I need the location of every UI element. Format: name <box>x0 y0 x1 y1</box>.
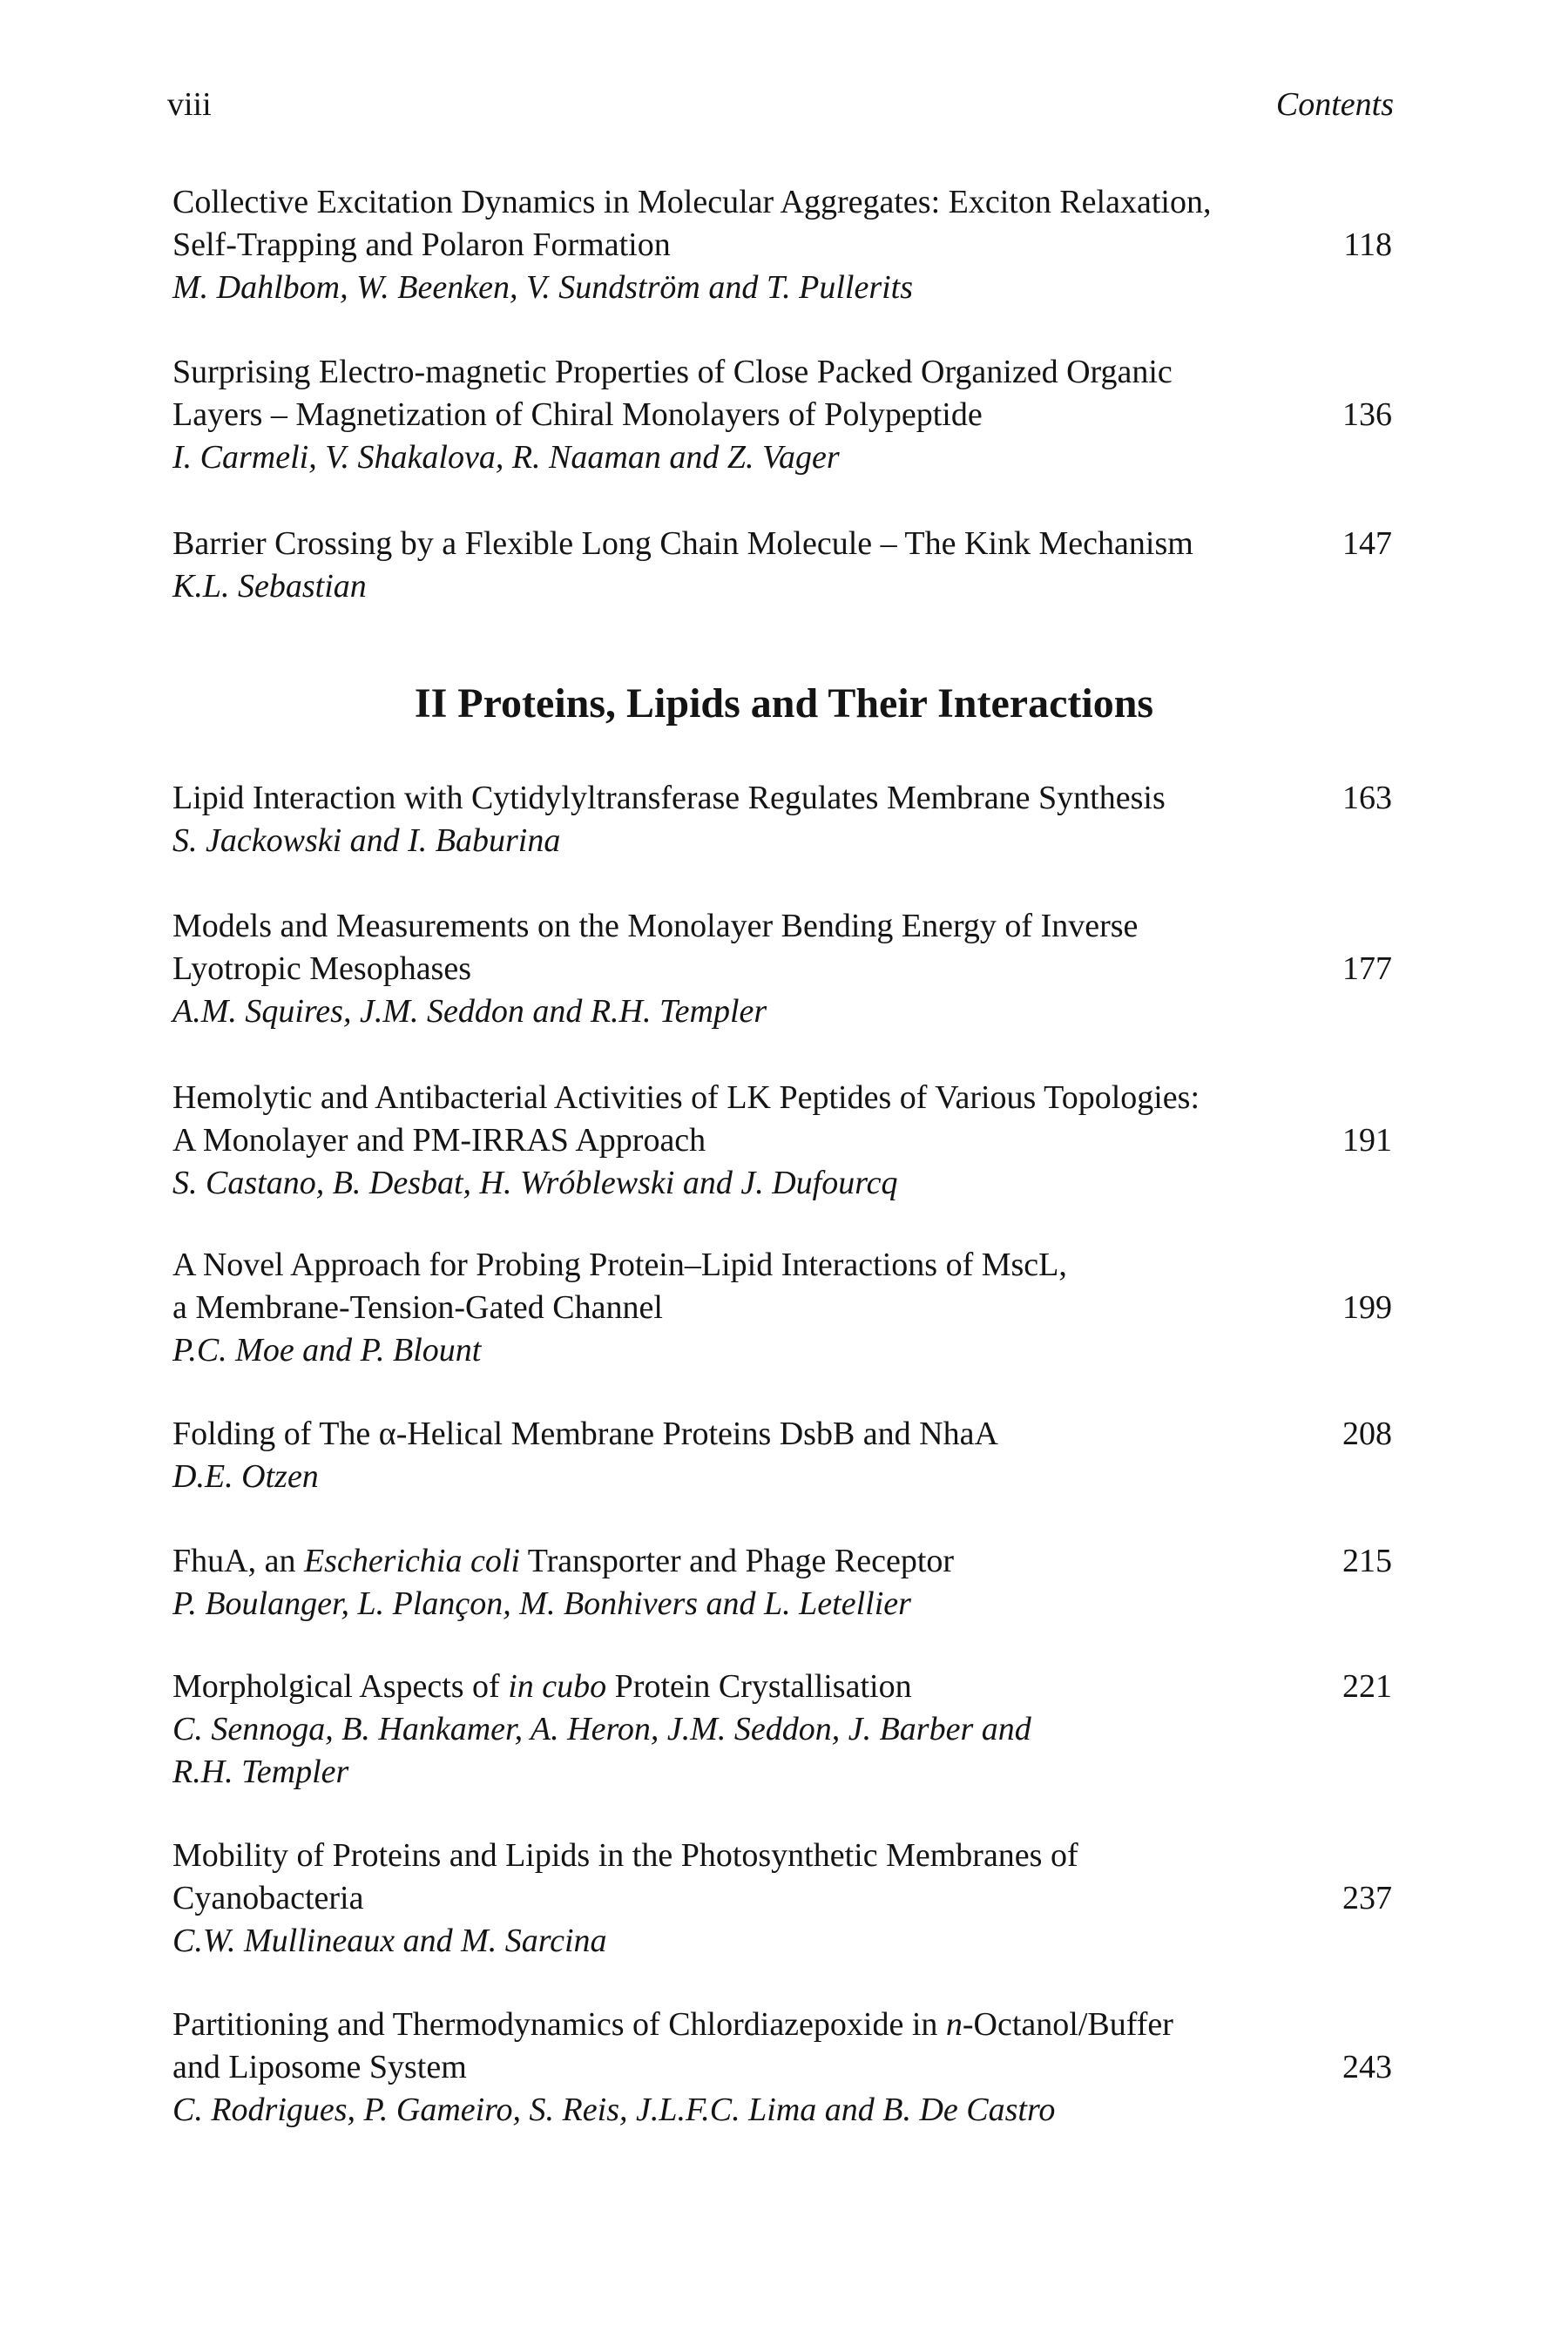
toc-entry <box>172 1835 1392 1963</box>
entry-title: Surprising Electro-magnetic Properties of Close Packed Organized Organic <box>172 354 1173 390</box>
toc-entry <box>172 1244 1392 1372</box>
entry-authors: C.W. Mullineaux and M. Sarcina <box>172 1923 607 1959</box>
entry-page-number: 243 <box>1342 2049 1392 2085</box>
entry-page-number: 191 <box>1342 1122 1392 1159</box>
toc-entry <box>172 1413 1392 1498</box>
entry-title: Mobility of Proteins and Lipids in the Photosynthetic Membranes of <box>172 1837 1078 1874</box>
toc-entry <box>172 1666 1392 1794</box>
entry-title: Partitioning and Thermodynamics of Chlordiazepoxide in n-Octanol/Buffer <box>172 2006 1173 2043</box>
entry-page-number: 163 <box>1342 780 1392 816</box>
entry-title: A Monolayer and PM-IRRAS Approach 191 <box>172 1119 1392 1162</box>
entry-authors: C. Rodrigues, P. Gameiro, S. Reis, J.L.F.C. Lima and B. De Castro <box>172 2092 1056 2128</box>
entry-authors: C. Sennoga, B. Hankamer, A. Heron, J.M. Seddon, J. Barber and <box>172 1711 1031 1747</box>
entry-page-number: 147 <box>1342 525 1392 562</box>
entry-title: Self-Trapping and Polaron Formation 118 <box>172 224 1392 267</box>
toc-entry <box>172 905 1392 1033</box>
entry-title: Lyotropic Mesophases 177 <box>172 948 1392 990</box>
entry-authors: R.H. Templer <box>172 1754 349 1790</box>
toc-entry <box>172 523 1392 608</box>
entry-title: A Novel Approach for Probing Protein–Lipid Interactions of MscL, <box>172 1247 1067 1283</box>
entry-page-number: 136 <box>1342 396 1392 433</box>
running-title: Contents <box>1275 86 1394 123</box>
entry-authors: S. Jackowski and I. Baburina <box>172 822 561 859</box>
entry-page-number: 199 <box>1342 1289 1392 1326</box>
entry-page-number: 221 <box>1342 1668 1392 1705</box>
entry-title: a Membrane-Tension-Gated Channel 199 <box>172 1287 1392 1329</box>
running-head <box>167 85 1394 138</box>
section-heading: II Proteins, Lipids and Their Interactions <box>414 680 1154 727</box>
toc-entry <box>172 181 1392 309</box>
entry-title: FhuA, an Escherichia coli Transporter and Phage Receptor 215 <box>172 1540 1392 1583</box>
entry-page-number: 118 <box>1343 226 1392 263</box>
entry-title: Models and Measurements on the Monolayer Bending Energy of Inverse <box>172 908 1139 944</box>
entry-authors: D.E. Otzen <box>172 1458 319 1495</box>
entry-title: Folding of The α-Helical Membrane Proteins DsbB and NhaA 208 <box>172 1413 1392 1456</box>
toc-entry <box>172 1077 1392 1205</box>
toc-entry <box>172 777 1392 862</box>
entry-authors: K.L. Sebastian <box>172 568 367 605</box>
page-number: viii <box>167 86 212 123</box>
toc-entry <box>172 351 1392 479</box>
entry-authors: P.C. Moe and P. Blount <box>172 1332 482 1369</box>
entry-authors: I. Carmeli, V. Shakalova, R. Naaman and Z. Vager <box>172 439 840 476</box>
entry-authors: A.M. Squires, J.M. Seddon and R.H. Templer <box>172 993 767 1030</box>
entry-title: Cyanobacteria 237 <box>172 1877 1392 1920</box>
entry-page-number: 215 <box>1342 1543 1392 1579</box>
entry-title: Collective Excitation Dynamics in Molecular Aggregates: Exciton Relaxation, <box>172 184 1212 220</box>
entry-authors: M. Dahlbom, W. Beenken, V. Sundström and T. Pullerits <box>172 269 914 306</box>
toc-entry <box>172 1540 1392 1625</box>
entry-title: Morpholgical Aspects of in cubo Protein Crystallisation 221 <box>172 1666 1392 1708</box>
entry-page-number: 208 <box>1342 1416 1392 1452</box>
entry-page-number: 177 <box>1342 950 1392 987</box>
entry-title: Hemolytic and Antibacterial Activities of LK Peptides of Various Topologies: <box>172 1079 1200 1116</box>
entry-title: and Liposome System 243 <box>172 2046 1392 2089</box>
entry-page-number: 237 <box>1342 1880 1392 1916</box>
entry-authors: S. Castano, B. Desbat, H. Wróblewski and J. Dufourcq <box>172 1165 898 1201</box>
entry-authors: P. Boulanger, L. Plançon, M. Bonhivers and L. Letellier <box>172 1585 911 1622</box>
entry-title: Barrier Crossing by a Flexible Long Chain Molecule – The Kink Mechanism 147 <box>172 523 1392 565</box>
entry-title: Layers – Magnetization of Chiral Monolayers of Polypeptide 136 <box>172 394 1392 436</box>
entry-title: Lipid Interaction with Cytidylyltransferase Regulates Membrane Synthesis 163 <box>172 777 1392 820</box>
toc-entry <box>172 2004 1392 2132</box>
